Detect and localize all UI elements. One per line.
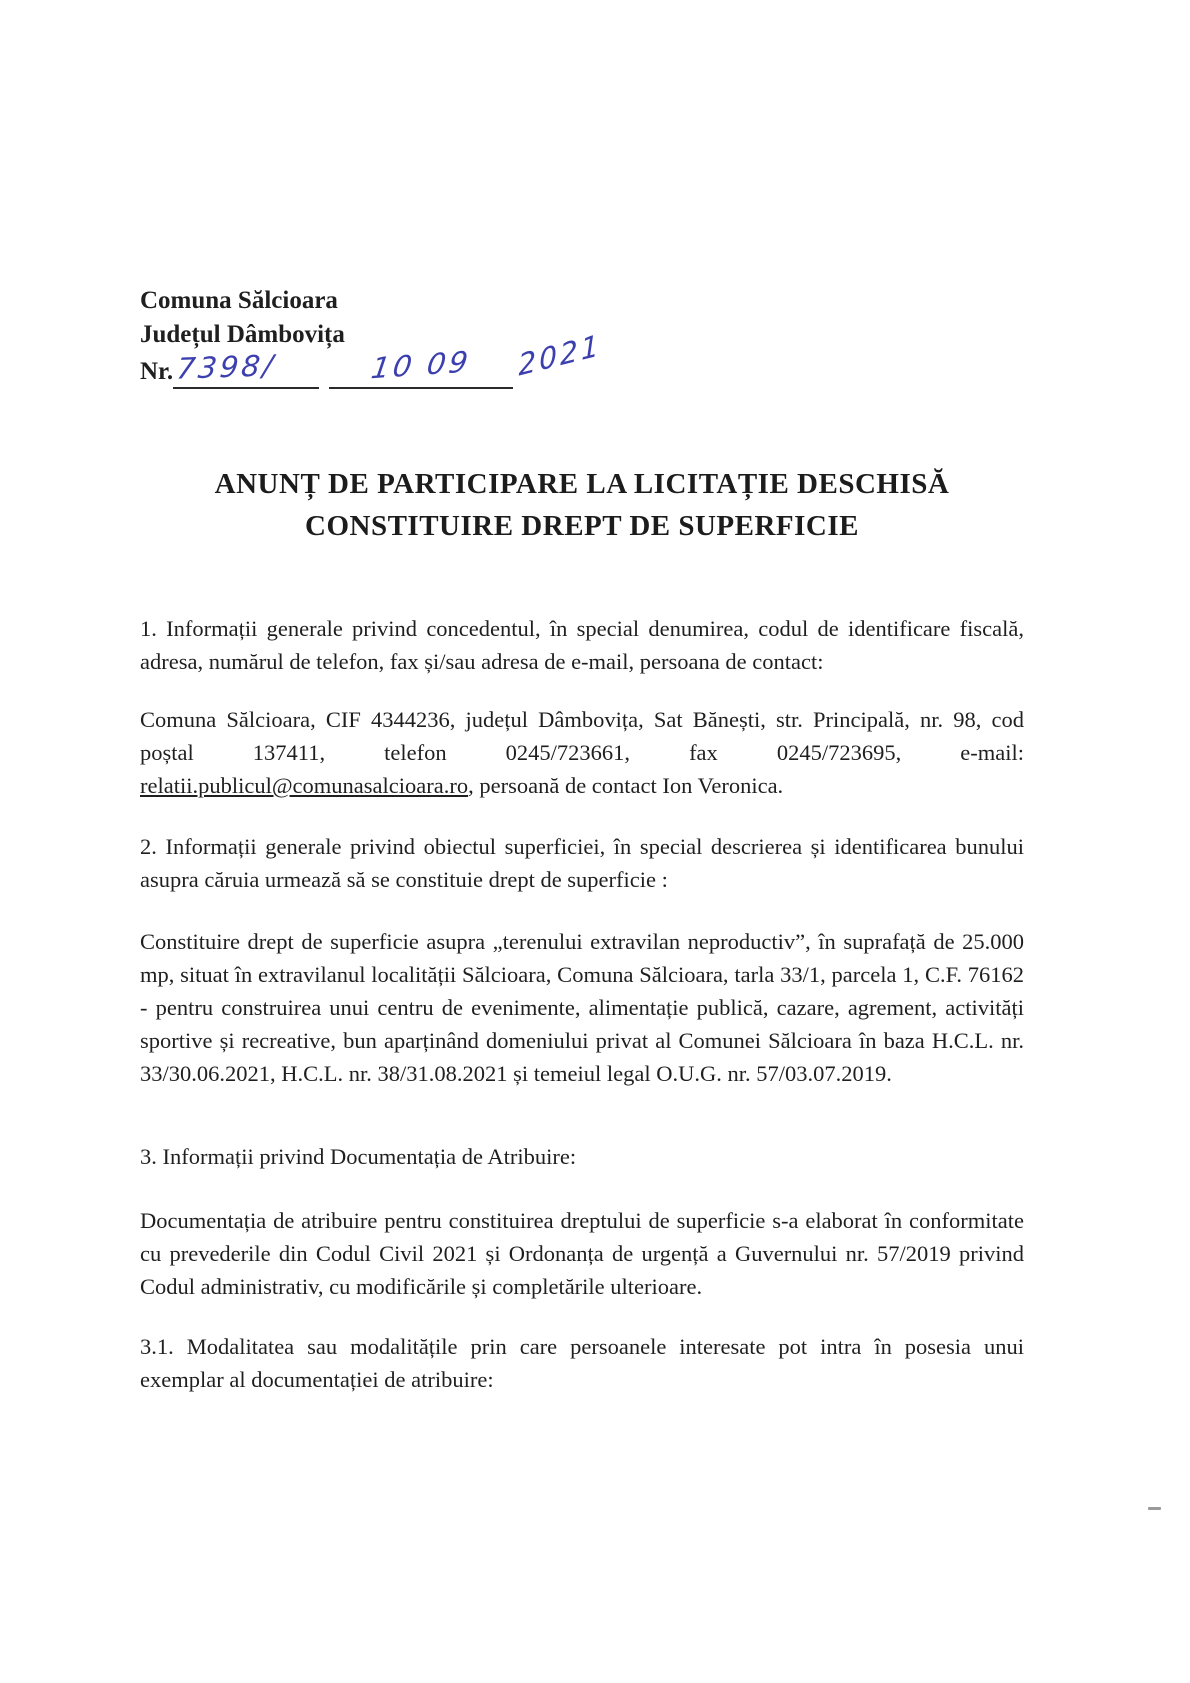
paragraph-1-general-info-concedent: 1. Informații generale privind concedentul, în special denumirea, codul de identificare fiscală, adresa, numărul de telefon, fax și/sau adresa de e-mail, persoana de contact: [140, 616, 1024, 674]
org-name: Comuna Sălcioara [140, 287, 338, 314]
contact-details-text-before-email: Comuna Sălcioara, CIF 4344236, județul Dâmbovița, Sat Bănești, str. Principală, nr. 98, cod poștal 137411, telefon 0245/723661, fax 0245/723695, e-mail: [140, 707, 1024, 765]
letterhead [140, 284, 603, 398]
document-title-line1: ANUNȚ DE PARTICIPARE LA LICITAȚIE DESCHISĂ [214, 468, 950, 500]
contact-details-text-after-email: , persoană de contact Ion Veronica. [468, 773, 784, 798]
registration-number-underline [173, 348, 319, 389]
paragraph-5-documentation-heading: 3. Informații privind Documentația de Atribuire: [140, 1144, 577, 1169]
handwritten-registration-number: 7398/ [175, 348, 278, 386]
org-county: Județul Dâmbovița [140, 321, 345, 348]
handwritten-registration-year: 2021 [517, 327, 603, 383]
paragraph-2-contact-details [140, 703, 1024, 802]
scan-artifact-dash [1148, 1507, 1161, 1510]
paragraph-3-object-info: 2. Informații generale privind obiectul superficiei, în special descrierea și identificarea bunului asupra căruia urmează să se constituie drept de superficie : [140, 834, 1024, 892]
handwritten-registration-date: 10 09 [369, 344, 474, 386]
paragraph-4-superficies-description: Constituire drept de superficie asupra „terenului extravilan neproductiv”, în suprafață de 25.000 mp, situat în extravilanul localității Sălcioara, Comuna Sălcioara, tarla 33/1, parcela 1, C.F. 76162 - pentru construirea unui centru de evenimente, alimentație publică, cazare, agrement, activități sportive și recreative, bun aparținând domeniului privat al Comunei Sălcioara în baza H.C.L. nr. 33/30.06.2021, H.C.L. nr. 38/31.08.2021 și temeiul legal O.U.G. nr. 57/03.07.2019. [140, 929, 1024, 1086]
paragraph-6-documentation-details: Documentația de atribuire pentru constituirea dreptului de superficie s-a elaborat în conformitate cu prevederile din Codul Civil 2021 și Ordonanța de urgență a Guvernului nr. 57/2019 privind Codul administrativ, cu modificările și completările ulterioare. [140, 1208, 1024, 1299]
registration-number-label: Nr. [140, 358, 174, 385]
document-title-line2: CONSTITUIRE DREPT DE SUPERFICIE [305, 510, 859, 542]
paragraph-7-obtaining-documentation: 3.1. Modalitatea sau modalitățile prin care persoanele interesate pot intra în posesia unui exemplar al documentației de atribuire: [140, 1334, 1024, 1392]
document-title [140, 463, 1024, 547]
registration-date-underline [329, 344, 513, 389]
contact-email-address: relatii.publicul@comunasalcioara.ro [140, 773, 469, 798]
